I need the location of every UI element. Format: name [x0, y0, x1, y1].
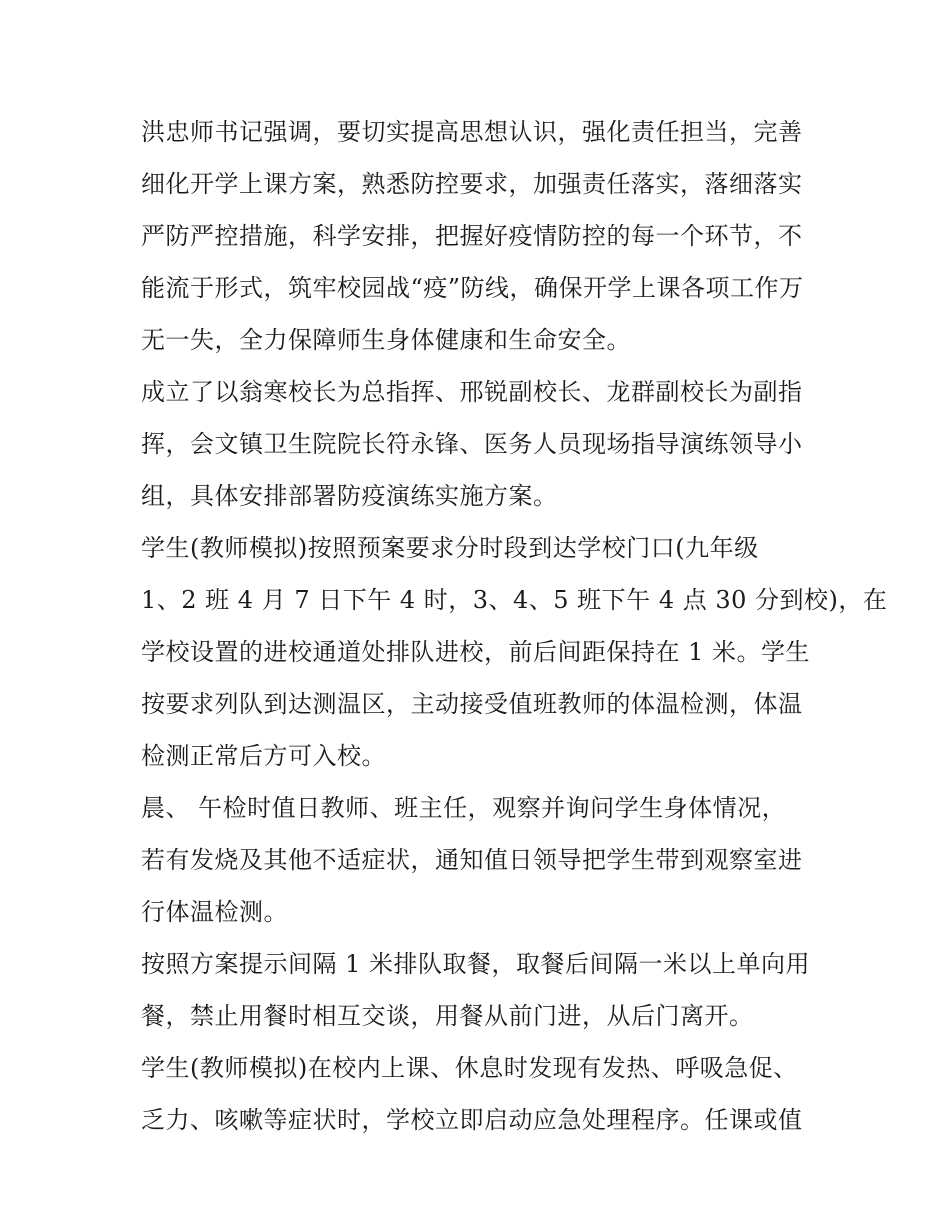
- text-line: 无一失，全力保障师生身体健康和生命安全。: [141, 326, 631, 354]
- text-line: 严防严控措施，科学安排，把握好疫情防控的每一个环节，不: [141, 222, 803, 250]
- text-line: 学校设置的进校通道处排队进校，前后间距保持在 1 米。学生: [141, 638, 811, 666]
- text-line: 能流于形式，筑牢校园战“疫”防线，确保开学上课各项工作万: [141, 274, 804, 302]
- text-line: 挥，会文镇卫生院院长符永锋、医务人员现场指导演练领导小: [141, 430, 803, 458]
- text-line: 乏力、咳嗽等症状时，学校立即启动应急处理程序。任课或值: [141, 1106, 803, 1134]
- text-line: 学生(教师模拟)按照预案要求分时段到达学校门口(九年级: [141, 534, 759, 562]
- text-line: 晨、 午检时值日教师、班主任，观察并询问学生身体情况，: [141, 794, 787, 822]
- text-line: 洪忠师书记强调，要切实提高思想认识，强化责任担当，完善: [141, 118, 803, 146]
- text-line: 1、2 班 4 月 7 日下午 4 时，3、4、5 班下午 4 点 30 分到校)，在: [141, 586, 888, 614]
- text-line: 检测正常后方可入校。: [141, 742, 386, 770]
- text-line: 成立了以翁寒校长为总指挥、邢锐副校长、龙群副校长为副指: [141, 378, 803, 406]
- document-body: [141, 106, 888, 1146]
- text-line: 行体温检测。: [141, 898, 288, 926]
- text-line: 按照方案提示间隔 1 米排队取餐，取餐后间隔一米以上单向用: [141, 950, 811, 978]
- text-line: 细化开学上课方案，熟悉防控要求，加强责任落实，落细落实: [141, 170, 803, 198]
- text-line: 若有发烧及其他不适症状，通知值日领导把学生带到观察室进: [141, 846, 803, 874]
- text-line: 按要求列队到达测温区，主动接受值班教师的体温检测，体温: [141, 690, 803, 718]
- text-line: 组，具体安排部署防疫演练实施方案。: [141, 482, 558, 510]
- text-line: 学生(教师模拟)在校内上课、休息时发现有发热、呼吸急促、: [141, 1054, 798, 1082]
- text-line: 餐，禁止用餐时相互交谈，用餐从前门进，从后门离开。: [141, 1002, 754, 1030]
